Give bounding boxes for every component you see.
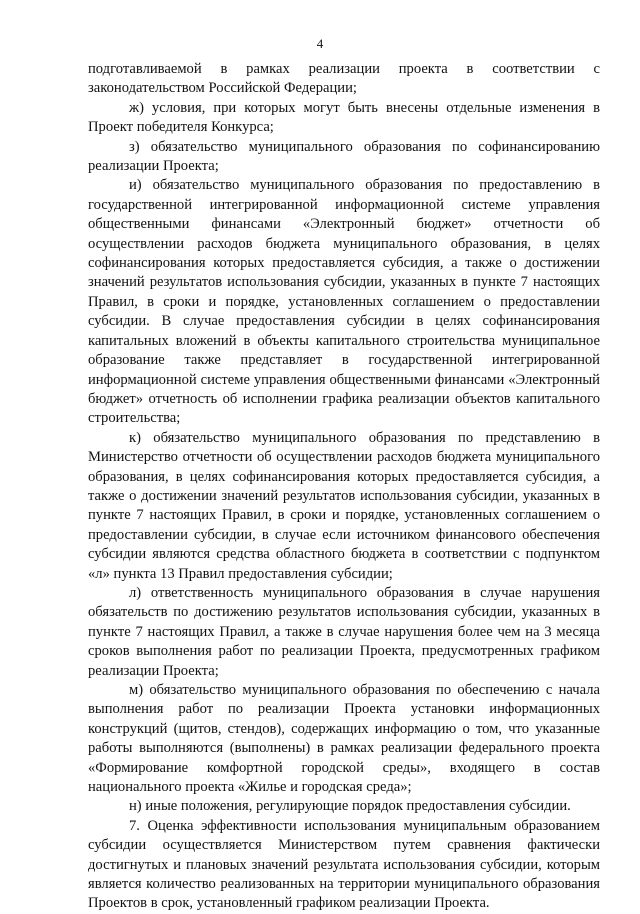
paragraph-item-l: л) ответственность муниципального образования в случае нарушения обязательств по достижению результатов использования субсидии, указанных в пункте 7 настоящих Правил, а также в случае нарушения более чем на 3 месяца сроков выполнения работ по реализации Проекта, предусмотренных графиком реализации Проекта;: [88, 584, 600, 679]
paragraph-item-z: з) обязательство муниципального образования по софинансированию реализации Проекта;: [88, 138, 600, 175]
paragraph-continuation: подготавливаемой в рамках реализации проекта в соответствии с законодательством Российской Федерации;: [88, 61, 600, 97]
paragraph-item-n: н) иные положения, регулирующие порядок предоставления субсидии.: [129, 798, 571, 815]
paragraph-item-k: к) обязательство муниципального образования по представлению в Министерство отчетности об осуществлении расходов бюджета муниципального образования, в целях софинансирования которых предоставляется субсидия, а также о достижении значений результатов использования субсидии, указанных в пункте 7 настоящих Правил, в сроки и порядке, установленных соглашением о предоставлении субсидии, в случае если источником финансового обеспечения субсидии являются средства областного бюджета в соответствии с подпунктом «л» пункта 13 Правил предоставления субсидии;: [88, 429, 600, 582]
paragraph-section-7: 7. Оценка эффективности использования муниципальным образованием субсидии осуществляется Министерством путем сравнения фактически достигнутых и плановых значений результата использования субсидии, которым является количество реализованных на территории муниципального образования Проектов в срок, установленный графиком реализации Проекта.: [88, 817, 600, 912]
paragraph-item-zh: ж) условия, при которых могут быть внесены отдельные изменения в Проект победителя Конкурса;: [88, 99, 600, 136]
paragraph-item-i: и) обязательство муниципального образования по предоставлению в государственной интегрированной информационной системе управления общественными финансами «Электронный бюджет» отчетности об осуществлении расходов бюджета муниципального образования, в целях софинансирования которых предоставляется субсидия, а также о достижении значений результатов использования субсидии, указанных в пункте 7 настоящих Правил, в сроки и порядке, установленных соглашением о предоставлении субсидии. В случае предоставления субсидии в целях софинансирования капитальных вложений в объекты капитального строительства муниципальное образование также представляет в государственной интегрированной информационной системе управления общественными финансами «Электронный бюджет» отчетность об исполнении графика реализации объектов капитального строительства;: [88, 177, 600, 427]
page-number: 4: [316, 36, 324, 51]
paragraph-item-m: м) обязательство муниципального образования по обеспечению с начала выполнения работ по реализации Проекта установки информационных конструкций (щитов, стендов), содержащих информацию о том, что указанные работы выполняются (выполнены) в рамках реализации федерального проекта «Формирование комфортной городской среды», входящего в состав национального проекта «Жилье и городская среда»;: [88, 682, 600, 796]
document-body: [88, 60, 600, 914]
